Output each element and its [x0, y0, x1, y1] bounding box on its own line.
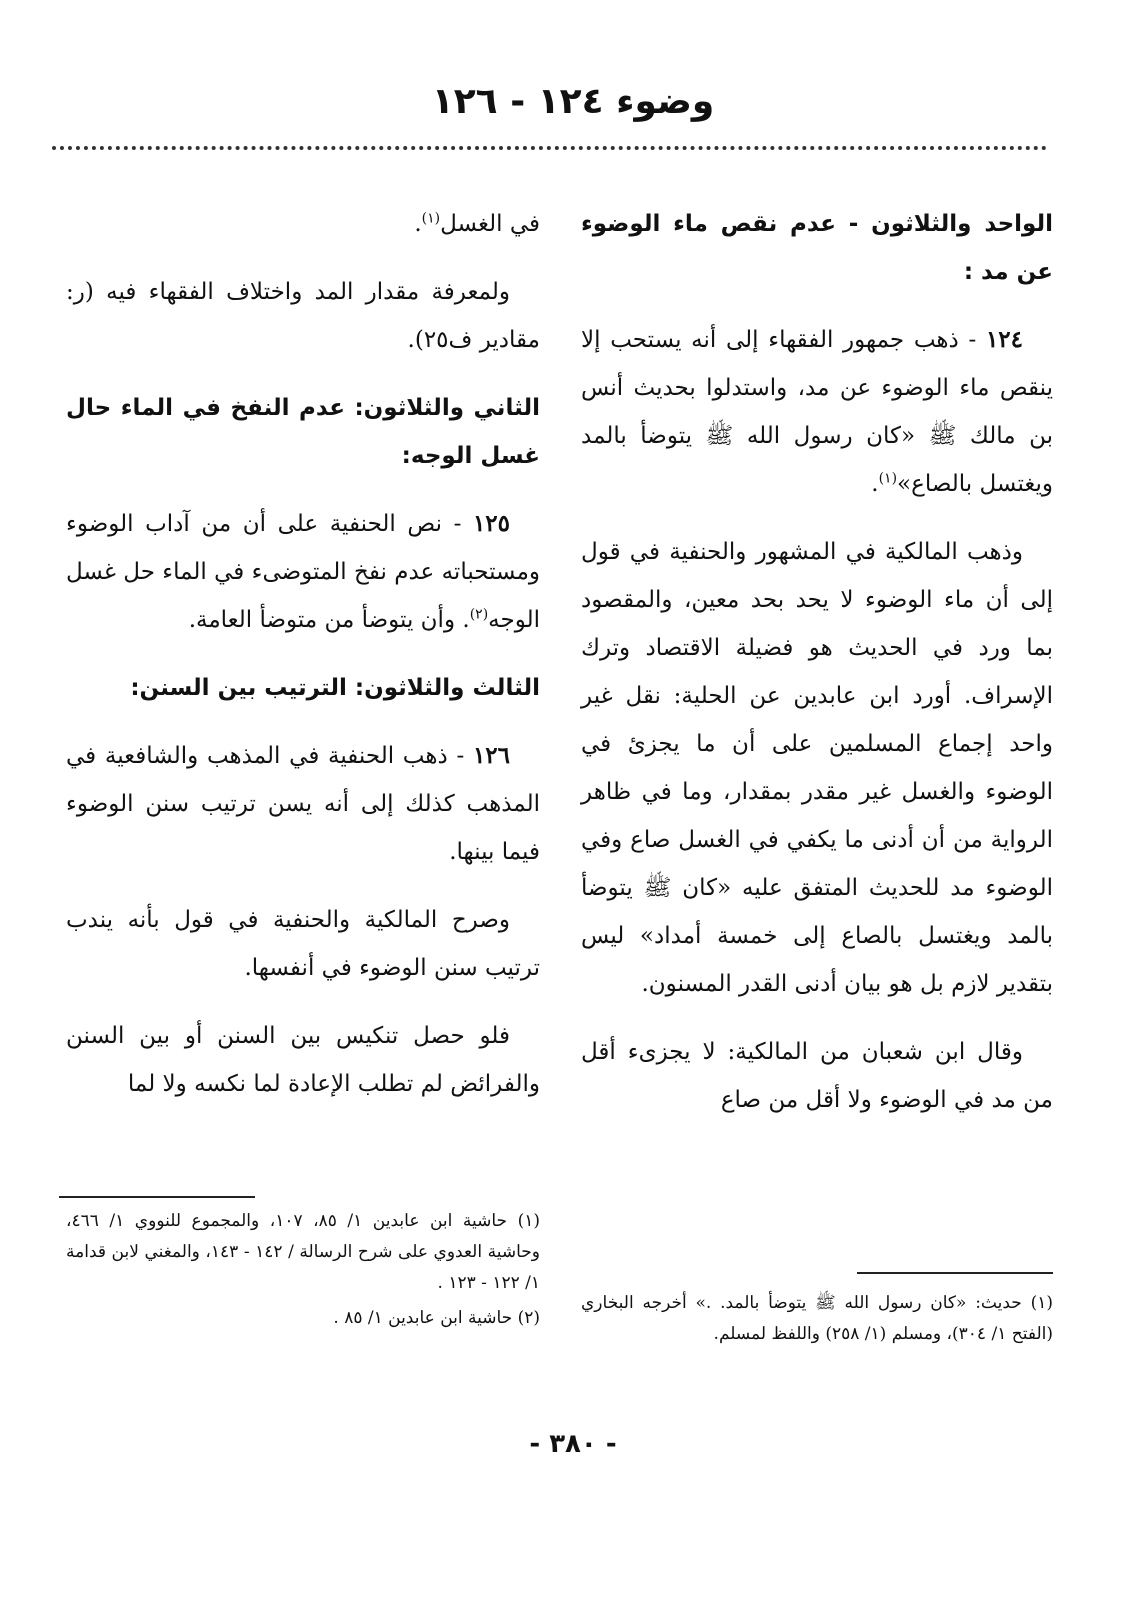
- footnotes-right: [581, 1288, 1053, 1354]
- paragraph-125-text: - نص الحنفية على أن من آداب الوضوء ومستحباته عدم نفخ المتوضىء في الماء حل غسل الوجه: [66, 511, 540, 633]
- footnote-text: حاشية ابن عابدين ١/ ٨٥، ١٠٧، والمجموع للنووي ١/ ٤٦٦، وحاشية العدوي على شرح الرسالة / ١٤٢ - ١٤٣، والمغني لابن قدامة ١/ ١٢٢ - ١٢٣ .: [66, 1211, 540, 1293]
- paragraph-125-end: . وأن يتوضأ من متوضأ العامة.: [188, 607, 470, 633]
- paragraph-sarraha: وصرح المالكية والحنفية في قول بأنه يندب ترتيب سنن الوضوء في أنفسها.: [66, 907, 540, 981]
- footnote-text: حديث: «كان رسول الله ﷺ يتوضأ بالمد. .» أخرجه البخاري (الفتح ١/ ٣٠٤)، ومسلم (١/ ٢٥٨) واللفظ لمسلم.: [581, 1293, 1053, 1344]
- right-column: [581, 200, 1053, 1144]
- footnote-ref-1: (١): [878, 470, 898, 487]
- paragraph-malikiyya: وذهب المالكية في المشهور والحنفية في قول إلى أن ماء الوضوء لا يحد بحد معين، والمقصود بما ورد في الحديث هو فضيلة الاقتصاد وترك الإسراف. أورد ابن عابدين عن الحلية: نقل غير واحد إجماع المسلمين على أن ما يجزئ في الوضوء والغسل غير مقدر بمقدار، وما في ظاهر الرواية من أن أدنى ما يكفي في الغسل صاع وفي الوضوء مد للحديث المتفق عليه «كان ﷺ يتوضأ بالمد ويغتسل بالصاع إلى خمسة أمداد» ليس بتقدير لازم بل هو بيان أدنى القدر المسنون.: [581, 539, 1053, 997]
- item-number-124: ١٢٤: [985, 326, 1023, 353]
- item-number-125: ١٢٥: [472, 510, 510, 537]
- paragraph-124-text: - ذهب جمهور الفقهاء إلى أنه يستحب إلا ينقص ماء الوضوء عن مد، واستدلوا بحديث أنس بن مالك ﷺ «كان رسول الله ﷺ يتوضأ بالمد ويغتسل بالصاع»: [581, 327, 1053, 497]
- item-number-126: ١٢٦: [472, 742, 510, 769]
- footnotes-left: [66, 1206, 540, 1338]
- footnote-ref-2: (٢): [469, 606, 489, 623]
- section-33-title: الثالث والثلاثون: الترتيب بين السنن:: [130, 675, 540, 701]
- footnote-separator-right: [857, 1272, 1053, 1274]
- footnote-marker: (١): [517, 1211, 540, 1231]
- paragraph-continuation: [66, 200, 540, 248]
- section-32-title: الثاني والثلاثون: عدم النفخ في الماء حال غسل الوجه:: [66, 395, 540, 469]
- paragraph-126-text: - ذهب الحنفية في المذهب والشافعية في المذهب كذلك إلى أنه يسن ترتيب سنن الوضوء فيما بينها.: [66, 743, 540, 865]
- paragraph-mudd: ولمعرفة مقدار المد واختلاف الفقهاء فيه (ر: مقادير ف٢٥).: [66, 279, 540, 353]
- footnote-text: حاشية ابن عابدين ١/ ٨٥ .: [333, 1308, 513, 1328]
- continuation-end: .: [414, 211, 422, 237]
- footnote-separator-left: [59, 1196, 255, 1198]
- left-column: [66, 200, 540, 1128]
- paragraph-falaw: فلو حصل تنكيس بين السنن أو بين السنن والفرائض لم تطلب الإعادة لما نكسه ولا لما: [66, 1023, 540, 1097]
- paragraph-ibn-shaaban: وقال ابن شعبان من المالكية: لا يجزىء أقل من مد في الوضوء ولا أقل من صاع: [581, 1039, 1053, 1113]
- footnote-item: [66, 1206, 540, 1299]
- page-number: - ٣٨٠ -: [529, 1429, 617, 1459]
- paragraph-124: [581, 316, 1053, 508]
- paragraph-124-end: .: [871, 471, 879, 497]
- page-header-title: وضوء ١٢٤ - ١٢٦: [431, 81, 715, 122]
- continuation-text: في الغسل: [440, 211, 540, 237]
- header-dotted-rule: [52, 146, 1047, 150]
- section-31-title: الواحد والثلاثون - عدم نقص ماء الوضوء عن مد :: [581, 211, 1053, 285]
- paragraph-125: [66, 500, 540, 644]
- footnote-ref-1-left: (١): [421, 210, 441, 227]
- footnote-item: [66, 1303, 540, 1334]
- footnote-marker: (١): [1030, 1293, 1054, 1313]
- footnote-item: [581, 1288, 1053, 1350]
- footnote-marker: (٢): [517, 1308, 540, 1328]
- paragraph-126: [66, 732, 540, 876]
